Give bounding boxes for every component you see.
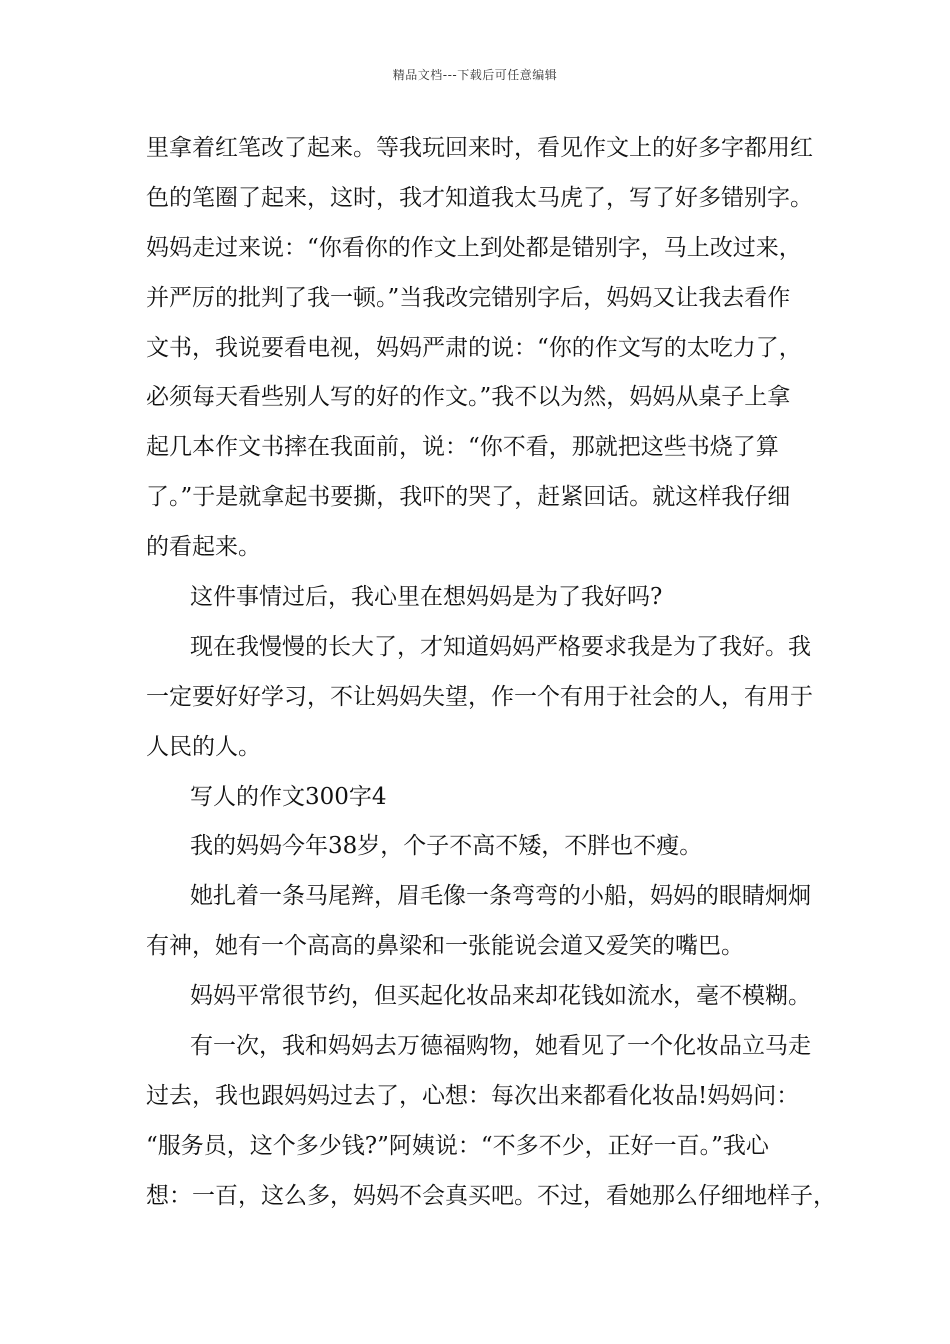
text-line: 文书，我说要看电视，妈妈严肃的说：“你的作文写的太吃力了， [146,334,802,361]
text-line: 有一次，我和妈妈去万德福购物，她看见了一个化妆品立马走 [190,1033,811,1060]
text-line: 有神，她有一个高高的鼻梁和一张能说会道又爱笑的嘴巴。 [146,933,744,960]
document-body [146,124,836,1222]
text-line: 的看起来。 [146,534,261,561]
page-header: 精品文档---下载后可任意编辑 [392,68,558,82]
text-line: 必须每天看些别人写的好的作文。”我不以为然，妈妈从桌子上拿 [146,384,791,411]
text-line: 她扎着一条马尾辫，眉毛像一条弯弯的小船，妈妈的眼睛炯炯 [190,883,811,910]
text-line: 现在我慢慢的长大了，才知道妈妈严格要求我是为了我好。我 [190,633,811,660]
text-line: 想：一百，这么多，妈妈不会真买吧。不过，看她那么仔细地样子， [146,1182,836,1209]
text-line: 了。”于是就拿起书要撕，我吓的哭了，赶紧回话。就这样我仔细 [146,484,791,511]
text-line: 起几本作文书摔在我面前，说：“你不看，那就把这些书烧了算 [146,434,779,461]
text-line: 妈妈走过来说：“你看你的作文上到处都是错别字，马上改过来， [146,234,802,261]
text-line: 过去，我也跟妈妈过去了，心想：每次出来都看化妆品!妈妈问： [146,1082,800,1109]
text-line: 并严厉的批判了我一顿。”当我改完错别字后，妈妈又让我去看作 [146,284,791,311]
text-line: 妈妈平常很节约，但买起化妆品来却花钱如流水，毫不模糊。 [190,983,811,1010]
text-line: 色的笔圈了起来，这时，我才知道我太马虎了，写了好多错别字。 [146,184,813,211]
text-line: 写人的作文300字4 [190,783,387,810]
text-line: 这件事情过后，我心里在想妈妈是为了我好吗? [190,584,663,611]
text-line: 一定要好好学习，不让妈妈失望，作一个有用于社会的人，有用于 [146,683,813,710]
text-line: “服务员，这个多少钱?”阿姨说：“不多不少，正好一百。”我心 [146,1132,769,1159]
text-line: 人民的人。 [146,733,261,760]
text-line: 里拿着红笔改了起来。等我玩回来时，看见作文上的好多字都用红 [146,135,813,161]
text-line: 我的妈妈今年38岁，个子不高不矮，不胖也不瘦。 [190,833,703,860]
